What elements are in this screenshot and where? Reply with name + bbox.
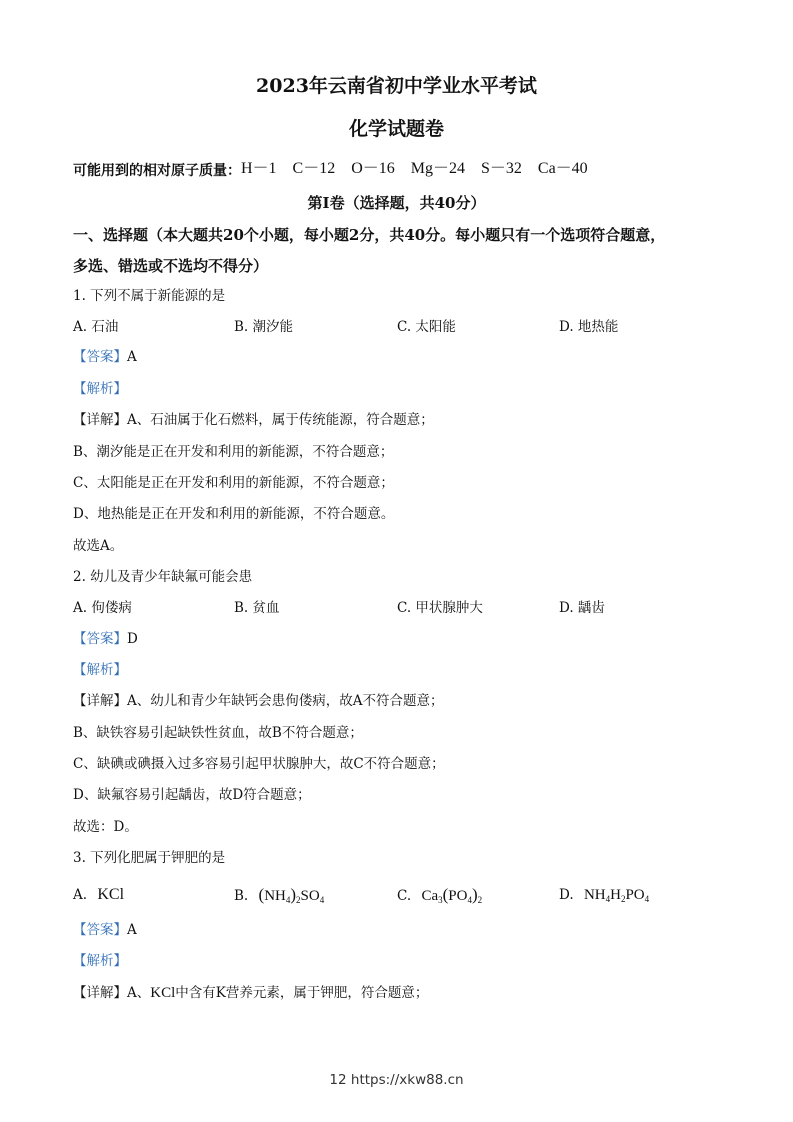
- option-letter: D.: [559, 887, 574, 903]
- q2-analysis-tag: 【解析】: [73, 662, 127, 678]
- detail-tag: 【详解】: [73, 412, 127, 428]
- q2-option-b: B. 贫血: [234, 600, 280, 616]
- section-heading-line-1: 一、选择题（本大题共20个小题，每小题2分，共40分。每小题只有一个选项符合题意，: [73, 226, 666, 244]
- answer-tag: 【答案】: [73, 349, 127, 365]
- q3-option-c: [397, 886, 482, 909]
- q2-option-d: D. 龋齿: [559, 600, 605, 616]
- q3-option-d: [559, 886, 649, 908]
- exam-title: 2023年云南省初中学业水平考试: [256, 75, 537, 97]
- answer-tag: 【答案】: [73, 922, 127, 938]
- formula-kcl: KCl: [150, 985, 176, 1001]
- answer-value: A: [127, 349, 137, 365]
- q2-detail-1: [73, 692, 444, 710]
- q1-option-b: B. 潮汐能: [234, 319, 294, 335]
- q2-conclusion: 故选：D。: [73, 819, 138, 835]
- q2-detail-2: B、缺铁容易引起缺铁性贫血，故B不符合题意；: [73, 725, 363, 741]
- answer-value: A: [127, 922, 137, 938]
- detail-tag: 【详解】: [73, 985, 127, 1001]
- q3-analysis-tag: 【解析】: [73, 953, 127, 969]
- formula-kcl: KCl: [97, 886, 125, 903]
- q1-analysis-tag: 【解析】: [73, 381, 127, 397]
- page-footer: 12 https://xkw88.cn: [329, 1072, 464, 1088]
- q2-detail-4: D、缺氟容易引起龋齿，故D符合题意；: [73, 787, 311, 803]
- section-heading-line-2: 多选、错选或不选均不得分）: [73, 257, 269, 275]
- q1-detail-1: [73, 411, 434, 429]
- atomic-mass-label: 可能用到的相对原子质量：: [73, 163, 241, 179]
- answer-value: D: [127, 631, 138, 647]
- q1-detail-3: C、太阳能是正在开发和利用的新能源，不符合题意；: [73, 475, 394, 491]
- exam-subtitle: 化学试题卷: [348, 118, 444, 140]
- part-title: 第Ⅰ卷（选择题，共40分）: [307, 194, 486, 212]
- detail-tag: 【详解】: [73, 693, 127, 709]
- q1-option-a: A. 石油: [73, 319, 119, 335]
- q3-option-b: [234, 886, 324, 909]
- detail-suffix: 中含有K营养元素，属于钾肥，符合题意；: [175, 985, 429, 1001]
- option-letter: A.: [73, 887, 88, 903]
- q2-option-c: C. 甲状腺肿大: [397, 600, 483, 616]
- q1-detail-4: D、地热能是正在开发和利用的新能源，不符合题意。: [73, 506, 395, 522]
- option-letter: B.: [234, 888, 249, 904]
- atomic-mass-row: [73, 157, 588, 180]
- q2-option-a: A. 佝偻病: [73, 600, 132, 616]
- q1-option-d: D. 地热能: [559, 319, 619, 335]
- q1-answer: [73, 348, 137, 366]
- q3-detail-1: [73, 984, 428, 1002]
- formula-ammonium-dihydrogen-phosphate: $NH_4H_2PO_4$: [583, 887, 650, 904]
- q3-option-a: [73, 886, 124, 904]
- q1-stem: 1. 下列不属于新能源的是: [73, 288, 226, 304]
- q2-detail-3: C、缺碘或碘摄入过多容易引起甲状腺肿大，故C不符合题意；: [73, 756, 445, 772]
- q2-answer: [73, 630, 138, 648]
- detail-text: A、幼儿和青少年缺钙会患佝偻病，故A不符合题意；: [127, 693, 444, 709]
- atomic-mass-values: H－1 C－12 O－16 Mg－24 S－32 Ca－40: [241, 160, 588, 177]
- detail-prefix: A、: [127, 985, 151, 1001]
- q1-detail-2: B、潮汐能是正在开发和利用的新能源，不符合题意；: [73, 444, 394, 460]
- detail-text: A、石油属于化石燃料，属于传统能源，符合题意；: [127, 412, 434, 428]
- q3-stem: 3. 下列化肥属于钾肥的是: [73, 850, 226, 866]
- q3-answer: [73, 921, 137, 939]
- formula-ammonium-sulfate: $(NH_4)_2SO_4$: [258, 885, 325, 905]
- q2-stem: 2. 幼儿及青少年缺氟可能会患: [73, 569, 253, 585]
- answer-tag: 【答案】: [73, 631, 127, 647]
- q1-conclusion: 故选A。: [73, 538, 124, 554]
- formula-calcium-phosphate: $Ca_3(PO_4)_2$: [421, 885, 483, 905]
- option-letter: C.: [397, 888, 412, 904]
- q1-option-c: C. 太阳能: [397, 319, 456, 335]
